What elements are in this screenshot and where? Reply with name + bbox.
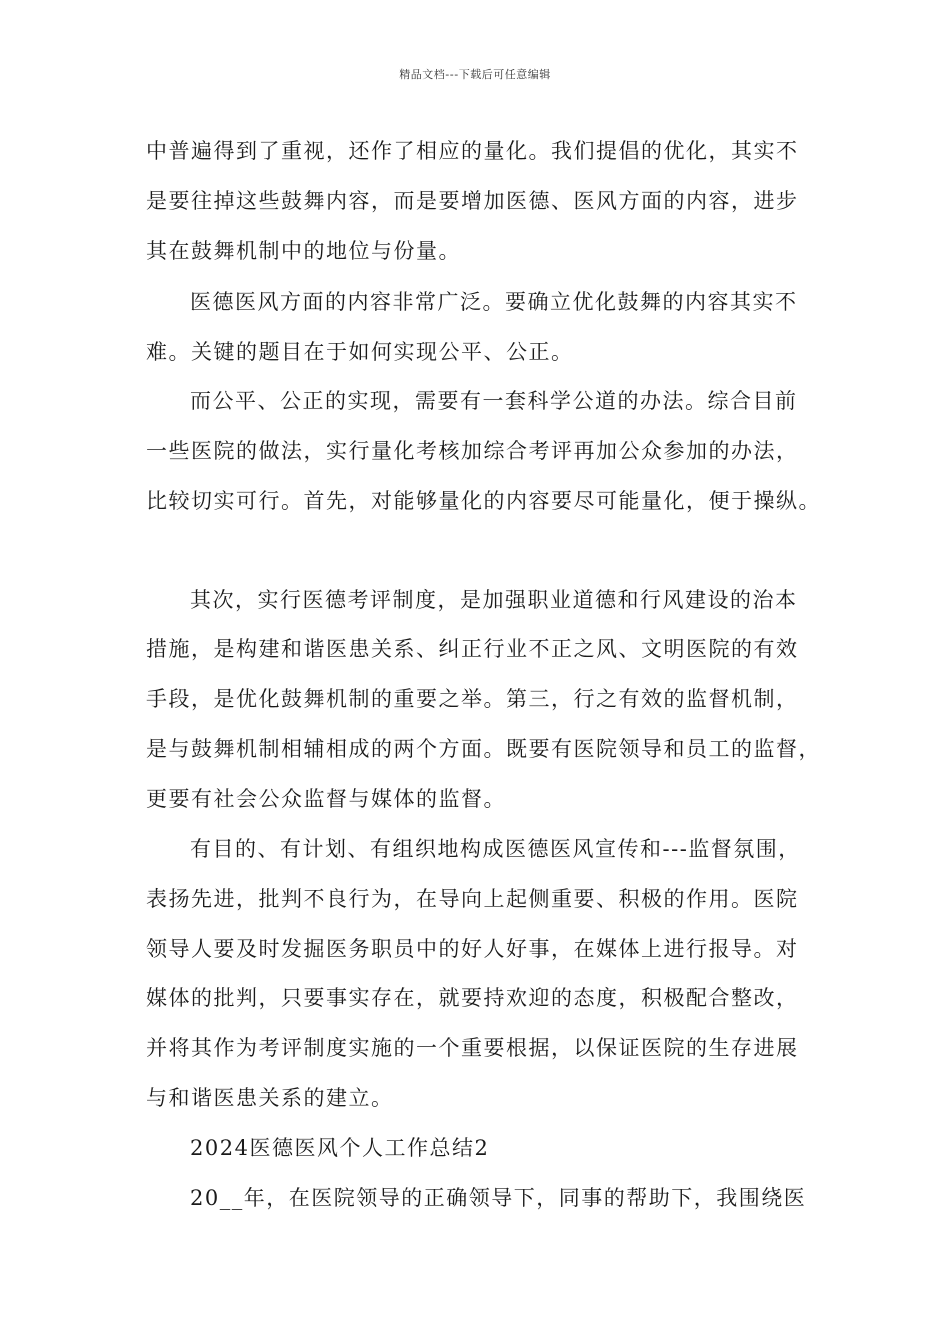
text-line: 更要有社会公众监督与媒体的监督。 <box>146 787 506 811</box>
section-title: 2024医德医风个人工作总结2 <box>190 1136 490 1160</box>
text-line: 医德医风方面的内容非常广泛。要确立优化鼓舞的内容其实不 <box>190 290 798 314</box>
text-line: 表扬先进，批判不良行为，在导向上起侧重要、积极的作用。医院 <box>146 887 799 911</box>
text-line: 是与鼓舞机制相辅相成的两个方面。既要有医院领导和员工的监督， <box>146 737 821 761</box>
text-line: 手段，是优化鼓舞机制的重要之举。第三，行之有效的监督机制， <box>146 687 799 711</box>
text-line: 其次，实行医德考评制度，是加强职业道德和行风建设的治本 <box>190 588 798 612</box>
text-line: 20__年，在医院领导的正确领导下，同事的帮助下，我围绕医 <box>190 1186 807 1210</box>
text-line: 并将其作为考评制度实施的一个重要根据，以保证医院的生存进展 <box>146 1036 799 1060</box>
text-line: 中普遍得到了重视，还作了相应的量化。我们提倡的优化，其实不 <box>146 139 799 163</box>
text-line: 比较切实可行。首先，对能够量化的内容要尽可能量化，便于操纵。 <box>146 489 821 513</box>
text-line: 媒体的批判，只要事实存在，就要持欢迎的态度，积极配合整改， <box>146 986 799 1010</box>
text-line: 是要往掉这些鼓舞内容，而是要增加医德、医风方面的内容，进步 <box>146 189 799 213</box>
text-line: 其在鼓舞机制中的地位与份量。 <box>146 239 461 263</box>
page-header: 精品文档---下载后可任意编辑 <box>399 68 551 81</box>
text-line: 一些医院的做法，实行量化考核加综合考评再加公众参加的办法， <box>146 439 799 463</box>
text-line: 而公平、公正的实现，需要有一套科学公道的办法。综合目前 <box>190 389 798 413</box>
text-line: 有目的、有计划、有组织地构成医德医风宣传和---监督氛围， <box>190 837 801 861</box>
text-line: 措施，是构建和谐医患关系、纠正行业不正之风、文明医院的有效 <box>146 637 799 661</box>
text-line: 与和谐医患关系的建立。 <box>146 1086 394 1110</box>
text-line: 难。关键的题目在于如何实现公平、公正。 <box>146 340 574 364</box>
text-line: 领导人要及时发掘医务职员中的好人好事，在媒体上进行报导。对 <box>146 937 799 961</box>
